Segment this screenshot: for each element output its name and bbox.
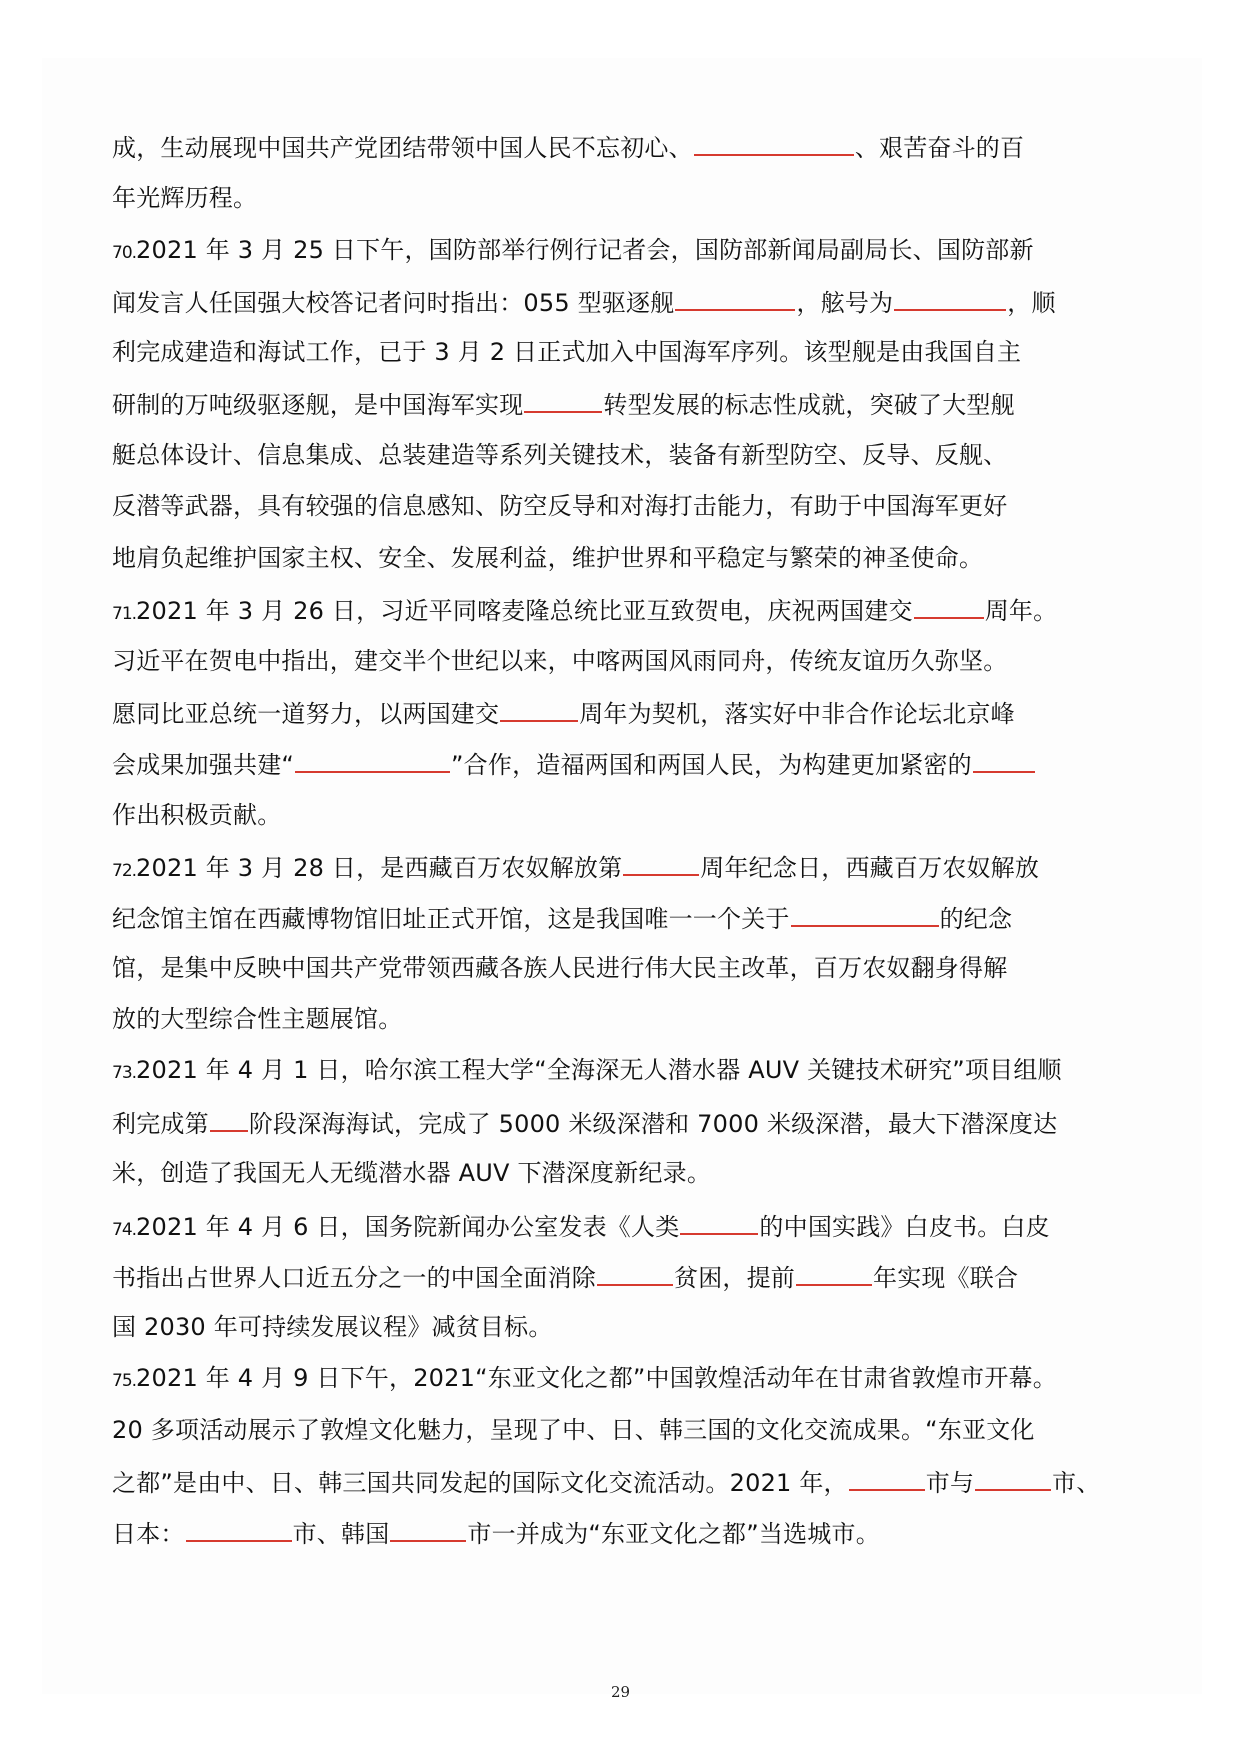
text-line: [112, 1104, 1057, 1140]
text-segment: 2021 年 3 月 28 日，是西藏百万农奴解放第: [136, 854, 623, 882]
question-number: 73.: [112, 1063, 137, 1083]
text-line: [112, 1309, 553, 1345]
text-line: [112, 180, 257, 216]
text-line: [112, 1052, 1062, 1088]
text-segment: 书指出占世界人口近五分之一的中国全面消除: [112, 1264, 596, 1292]
text-line: [112, 128, 1024, 164]
text-line: [112, 591, 1057, 627]
text-segment: 艇总体设计、信息集成、总装建造等系列关键技术，装备有新型防空、反导、反舰、: [112, 441, 1008, 469]
text-line: [112, 1514, 880, 1550]
text-segment: 研制的万吨级驱逐舰，是中国海军实现: [112, 391, 524, 419]
text-segment: 2021 年 4 月 9 日下午，2021“东亚文化之都”中国敦煌活动年在甘肃省敦煌市开幕。: [136, 1364, 1057, 1392]
page-number: 29: [610, 1683, 631, 1701]
text-segment: 习近平在贺电中指出，建交半个世纪以来，中喀两国风雨同舟，传统友谊历久弥坚。: [112, 647, 1008, 675]
fill-in-blank[interactable]: [500, 694, 578, 722]
text-segment: 20 多项活动展示了敦煌文化魅力，呈现了中、日、韩三国的文化交流成果。“东亚文化: [112, 1416, 1035, 1444]
text-segment: 的中国实践》白皮书。白皮: [759, 1213, 1050, 1241]
text-segment: 市一并成为“东亚文化之都”当选城市。: [467, 1520, 880, 1548]
text-segment: 周年纪念日，西藏百万农奴解放: [700, 854, 1040, 882]
text-segment: 年实现《联合: [873, 1264, 1019, 1292]
text-segment: 市、: [1052, 1469, 1101, 1497]
text-line: [112, 437, 1007, 473]
text-segment: ，舷号为: [796, 289, 894, 317]
text-segment: 作出积极贡献。: [112, 801, 282, 829]
text-line: [112, 334, 1021, 370]
text-segment: 之都”是由中、日、韩三国共同发起的国际文化交流活动。2021 年，: [112, 1469, 848, 1497]
text-line: [112, 643, 1007, 679]
text-segment: 国 2030 年可持续发展议程》减贫目标。: [112, 1313, 553, 1341]
text-segment: 年光辉历程。: [112, 184, 258, 212]
text-line: [112, 1412, 1035, 1448]
fill-in-blank[interactable]: [680, 1207, 758, 1235]
text-segment: 闻发言人任国强大校答记者问时指出：055 型驱逐舰: [112, 289, 675, 317]
fill-in-blank[interactable]: [791, 899, 939, 927]
text-line: [112, 1360, 1057, 1396]
fill-in-blank[interactable]: [973, 745, 1035, 773]
fill-in-blank[interactable]: [210, 1104, 248, 1132]
text-segment: 市与: [925, 1469, 975, 1497]
text-segment: 2021 年 4 月 1 日，哈尔滨工程大学“全海深无人潜水器 AUV 关键技术研究”项目组顺: [136, 1056, 1062, 1084]
text-segment: 日本：: [112, 1520, 185, 1548]
text-segment: 地肩负起维护国家主权、安全、发展利益，维护世界和平稳定与繁荣的神圣使命。: [112, 544, 984, 572]
text-segment: 纪念馆主馆在西藏博物馆旧址正式开馆，这是我国唯一一个关于: [112, 905, 790, 933]
fill-in-blank[interactable]: [390, 1514, 466, 1542]
text-segment: 米，创造了我国无人无缆潜水器 AUV 下潜深度新纪录。: [112, 1159, 712, 1187]
text-line: [112, 1207, 1050, 1243]
question-number: 70.: [112, 243, 137, 263]
text-segment: 周年。: [984, 597, 1058, 625]
question-number: 72.: [112, 861, 137, 881]
text-line: [112, 283, 1056, 319]
text-segment: 馆，是集中反映中国共产党带领西藏各族人民进行伟大民主改革，百万农奴翻身得解: [112, 954, 1008, 982]
text-line: [112, 232, 1034, 268]
fill-in-blank[interactable]: [295, 745, 450, 773]
text-line: [112, 1258, 1018, 1294]
fill-in-blank[interactable]: [524, 385, 602, 413]
text-line: [112, 488, 1007, 524]
text-segment: 2021 年 3 月 25 日下午，国防部举行例行记者会，国防部新闻局副局长、国防部新: [136, 236, 1034, 264]
fill-in-blank[interactable]: [675, 283, 795, 311]
text-line: [112, 1155, 711, 1191]
text-segment: 利完成第: [112, 1110, 209, 1138]
question-number: 75.: [112, 1371, 137, 1391]
text-segment: ”合作，造福两国和两国人民，为构建更加紧密的: [451, 751, 972, 779]
text-line: [112, 950, 1007, 986]
fill-in-blank[interactable]: [894, 283, 1006, 311]
question-number: 71.: [112, 604, 137, 624]
text-line: [112, 540, 983, 576]
text-segment: 、艰苦奋斗的百: [854, 134, 1025, 162]
fill-in-blank[interactable]: [186, 1514, 292, 1542]
fill-in-blank[interactable]: [914, 591, 984, 619]
text-segment: 成，生动展现中国共产党团结带领中国人民不忘初心、: [112, 134, 693, 162]
text-segment: 转型发展的标志性成就，突破了大型舰: [603, 391, 1015, 419]
text-line: [112, 694, 1015, 730]
text-segment: 反潜等武器，具有较强的信息感知、防空反导和对海打击能力，有助于中国海军更好: [112, 492, 1008, 520]
text-line: [112, 1463, 1101, 1499]
text-line: [112, 797, 281, 833]
question-number: 74.: [112, 1220, 137, 1240]
text-segment: 放的大型综合性主题展馆。: [112, 1005, 403, 1033]
text-line: [112, 385, 1015, 421]
fill-in-blank[interactable]: [694, 128, 854, 156]
text-segment: 的纪念: [939, 905, 1013, 933]
fill-in-blank[interactable]: [849, 1463, 925, 1491]
text-line: [112, 1001, 402, 1037]
text-segment: 利完成建造和海试工作，已于 3 月 2 日正式加入中国海军序列。该型舰是由我国自主: [112, 338, 1022, 366]
text-segment: ，顺: [1007, 289, 1056, 317]
fill-in-blank[interactable]: [597, 1258, 673, 1286]
text-segment: 阶段深海海试，完成了 5000 米级深潜和 7000 米级深潜，最大下潜深度达: [248, 1110, 1058, 1138]
fill-in-blank[interactable]: [975, 1463, 1051, 1491]
text-segment: 周年为契机，落实好中非合作论坛北京峰: [579, 700, 1015, 728]
fill-in-blank[interactable]: [796, 1258, 872, 1286]
text-segment: 2021 年 3 月 26 日，习近平同喀麦隆总统比亚互致贺电，庆祝两国建交: [136, 597, 913, 625]
text-segment: 会成果加强共建“: [112, 751, 295, 779]
text-segment: 2021 年 4 月 6 日，国务院新闻办公室发表《人类: [136, 1213, 680, 1241]
text-line: [112, 899, 1012, 935]
text-line: [112, 848, 1039, 884]
fill-in-blank[interactable]: [623, 848, 699, 876]
text-segment: 市、韩国: [292, 1520, 390, 1548]
text-line: [112, 745, 1036, 781]
text-segment: 贫困，提前: [674, 1264, 795, 1292]
text-segment: 愿同比亚总统一道努力，以两国建交: [112, 700, 500, 728]
